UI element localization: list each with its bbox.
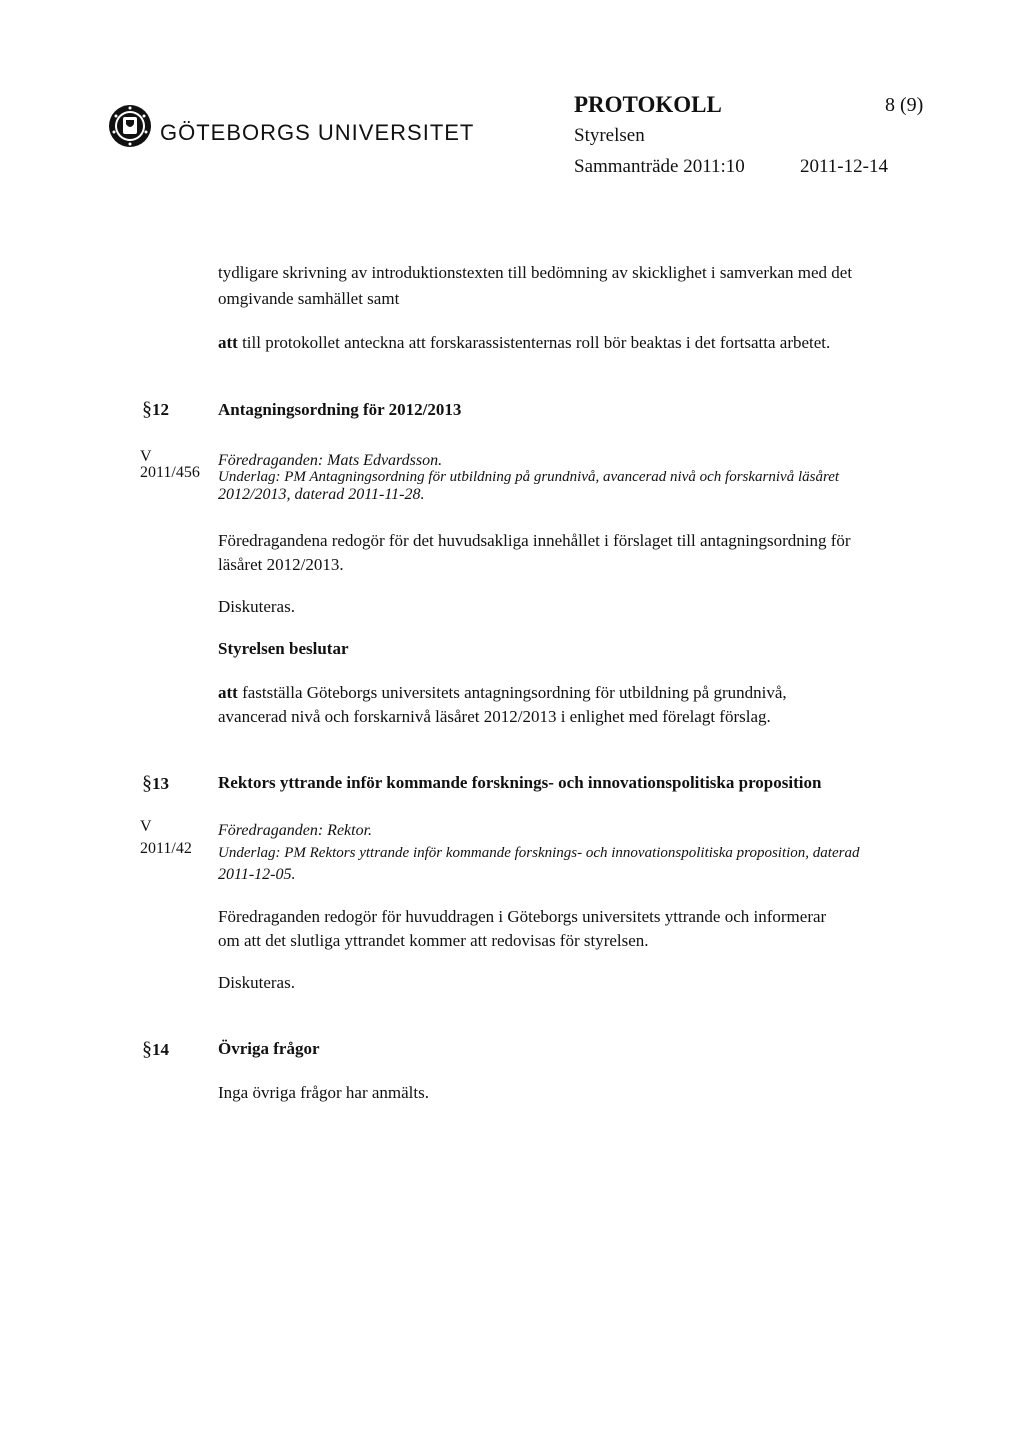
intro-line-2: omgivande samhället samt	[218, 289, 400, 308]
section-13-basis-line-2: 2011-12-05.	[218, 866, 296, 883]
section-number: 13	[152, 774, 169, 793]
section-12-case-number: 2011/456	[140, 464, 200, 481]
section-symbol: §	[142, 398, 152, 420]
section-12-body-line-1: Föredragandena redogör för det huvudsakliga innehållet i förslaget till antagningsordning för	[218, 531, 851, 550]
section-12-title: Antagningsordning för 2012/2013	[218, 400, 462, 419]
section-symbol: §	[142, 772, 152, 794]
intro-decision	[218, 330, 938, 356]
university-seal-logo	[108, 104, 152, 148]
page-number: 8 (9)	[885, 94, 924, 116]
att-keyword: att	[218, 683, 238, 702]
section-14-title: Övriga frågor	[218, 1039, 320, 1058]
section-13-heading	[142, 772, 169, 795]
section-13-discussed: Diskuteras.	[218, 973, 295, 992]
section-13-title: Rektors yttrande inför kommande forsknings- och innovationspolitiska proposition	[218, 773, 822, 792]
section-13-body-line-2: om att det slutliga yttrandet kommer att redovisas för styrelsen.	[218, 931, 649, 950]
section-12-decides: Styrelsen beslutar	[218, 639, 349, 658]
section-12-body-line-2: läsåret 2012/2013.	[218, 555, 344, 574]
section-13-basis-line-1: Underlag: PM Rektors yttrande inför kommande forsknings- och innovationspolitiska proposition, daterad	[218, 845, 860, 861]
section-12-basis-line-2: 2012/2013, daterad 2011-11-28.	[218, 486, 425, 503]
intro-line-1: tydligare skrivning av introduktionstexten till bedömning av skicklighet i samverkan med det	[218, 263, 853, 282]
section-14-body: Inga övriga frågor har anmälts.	[218, 1083, 429, 1102]
university-name: GÖTEBORGS UNIVERSITET	[160, 120, 475, 145]
section-number: 12	[152, 400, 169, 419]
section-14-heading	[142, 1038, 169, 1061]
section-12-decision-line-1	[218, 680, 938, 706]
section-13-case-number: 2011/42	[140, 840, 192, 857]
board-name: Styrelsen	[574, 125, 645, 146]
section-13-margin-v: V	[140, 818, 152, 835]
section-12-decision-text: fastställa Göteborgs universitets antagningsordning för utbildning på grundnivå,	[242, 683, 787, 702]
section-number: 14	[152, 1040, 169, 1059]
section-12-basis-line-1: Underlag: PM Antagningsordning för utbildning på grundnivå, avancerad nivå och forskarnivå läsåret	[218, 469, 840, 485]
section-13-body-line-1: Föredraganden redogör för huvuddragen i Göteborgs universitets yttrande och informerar	[218, 907, 827, 926]
section-12-heading	[142, 398, 169, 421]
intro-decision-text: till protokollet anteckna att forskarassistenternas roll bör beaktas i det fortsatta arbetet.	[242, 333, 831, 352]
section-symbol: §	[142, 1038, 152, 1060]
section-12-presenter: Föredraganden: Mats Edvardsson.	[218, 452, 443, 469]
document-type: PROTOKOLL	[574, 92, 722, 117]
section-12-margin-v: V	[140, 448, 152, 465]
meeting-date: 2011-12-14	[800, 156, 888, 177]
att-keyword: att	[218, 333, 238, 352]
meeting-number: Sammanträde 2011:10	[574, 156, 745, 177]
section-12-discussed: Diskuteras.	[218, 597, 295, 616]
section-13-presenter: Föredraganden: Rektor.	[218, 822, 373, 839]
section-12-decision-line-2: avancerad nivå och forskarnivå läsåret 2012/2013 i enlighet med förelagt förslag.	[218, 707, 771, 726]
